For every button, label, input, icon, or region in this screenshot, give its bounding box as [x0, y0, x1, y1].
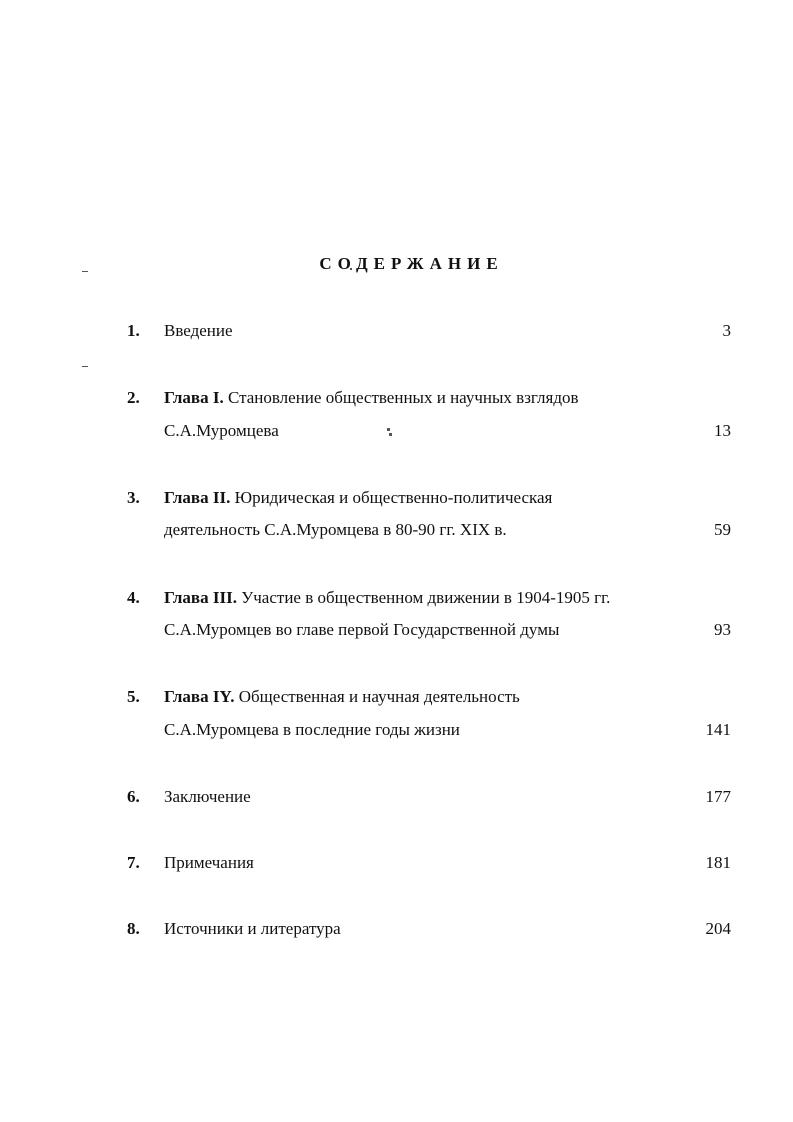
entry-text: Заключение — [164, 787, 251, 806]
entry-title — [164, 787, 251, 807]
entry-text-line2: С.А.Муромцева — [164, 421, 279, 440]
entry-page-number: 141 — [705, 720, 731, 739]
entry-page-number: 13 — [714, 421, 731, 440]
entry-number: 2. — [127, 388, 140, 407]
entry-text: Участие в общественном движении в 1904-1905 гг. — [236, 588, 611, 607]
chapter-label: Глава III. — [164, 588, 237, 607]
entry-text: Введение — [164, 321, 233, 340]
entry-text-line2: деятельность С.А.Муромцева в 80-90 гг. XIX в. — [164, 520, 507, 539]
chapter-label: Глава I. — [164, 388, 224, 407]
entry-title — [164, 919, 341, 939]
scan-speck — [389, 433, 392, 436]
entry-page-number: 177 — [705, 787, 731, 806]
chapter-label: Глава IY. — [164, 687, 235, 706]
entry-number: 1. — [127, 321, 140, 340]
entry-text: Становление общественных и научных взглядов — [223, 388, 579, 407]
entry-title — [164, 388, 579, 408]
entry-page-number: 93 — [714, 620, 731, 639]
entry-title — [164, 321, 233, 341]
scan-speck — [387, 428, 390, 431]
entry-text: Юридическая и общественно-политическая — [230, 488, 553, 507]
entry-number: 7. — [127, 853, 140, 872]
entry-text: Источники и литература — [164, 919, 341, 938]
entry-page-number: 204 — [705, 919, 731, 938]
entry-title — [164, 687, 520, 707]
scan-speck — [82, 366, 88, 367]
chapter-label: Глава II. — [164, 488, 231, 507]
entry-number: 4. — [127, 588, 140, 607]
entry-text-line2: С.А.Муромцев во главе первой Государственной думы — [164, 620, 560, 639]
entry-text: Общественная и научная деятельность — [234, 687, 520, 706]
entry-text: Примечания — [164, 853, 254, 872]
entry-page-number: 59 — [714, 520, 731, 539]
entry-title — [164, 853, 254, 873]
entry-title — [164, 588, 610, 608]
entry-title — [164, 488, 552, 508]
entry-number: 3. — [127, 488, 140, 507]
entry-number: 5. — [127, 687, 140, 706]
entry-text-line2: С.А.Муромцева в последние годы жизни — [164, 720, 460, 739]
page-title: СОДЕРЖАНИЕ — [319, 254, 504, 273]
entry-page-number: 3 — [722, 321, 731, 340]
entry-number: 8. — [127, 919, 140, 938]
entry-number: 6. — [127, 787, 140, 806]
entry-page-number: 181 — [705, 853, 731, 872]
